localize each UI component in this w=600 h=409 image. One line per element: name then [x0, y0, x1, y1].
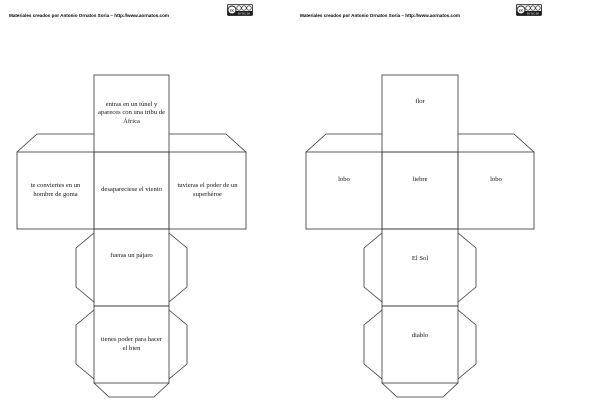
die-face-left: te conviertes en un hombre de goma: [30, 182, 81, 198]
die-face-right: tuvieras el poder de un superhéroe: [177, 182, 238, 198]
die-face-bottom-2: tienes poder para hacer el bien: [101, 336, 162, 352]
die-face-bottom-1: fueras un pájaro: [110, 252, 153, 260]
worksheet-page-right: [300, 0, 600, 409]
cc-license-label: BY NC SA: [526, 12, 540, 16]
die-face-left: lobo: [338, 176, 350, 184]
svg-text:cc: cc: [518, 7, 524, 13]
header-credit: Materiales creados por Antonio Ornatos Soria – http://www.aornatos.com: [9, 13, 169, 18]
die-face-top: entras en un túnel y apareces con una tribu de África: [98, 101, 166, 125]
cc-license-label: BY NC SA: [237, 12, 251, 16]
die-face-top: flor: [415, 97, 425, 105]
die-face-bottom-2: diablo: [411, 331, 429, 339]
die-face-center: liebre: [412, 176, 428, 184]
die-face-right: lobo: [490, 176, 502, 184]
header-credit: Materiales creados por Antonio Ornatos Soria – http://www.aornatos.com: [300, 13, 460, 18]
die-face-center: desapareciese el viento: [101, 186, 162, 194]
svg-text:cc: cc: [229, 7, 235, 13]
die-face-bottom-1: El Sol: [411, 254, 429, 262]
